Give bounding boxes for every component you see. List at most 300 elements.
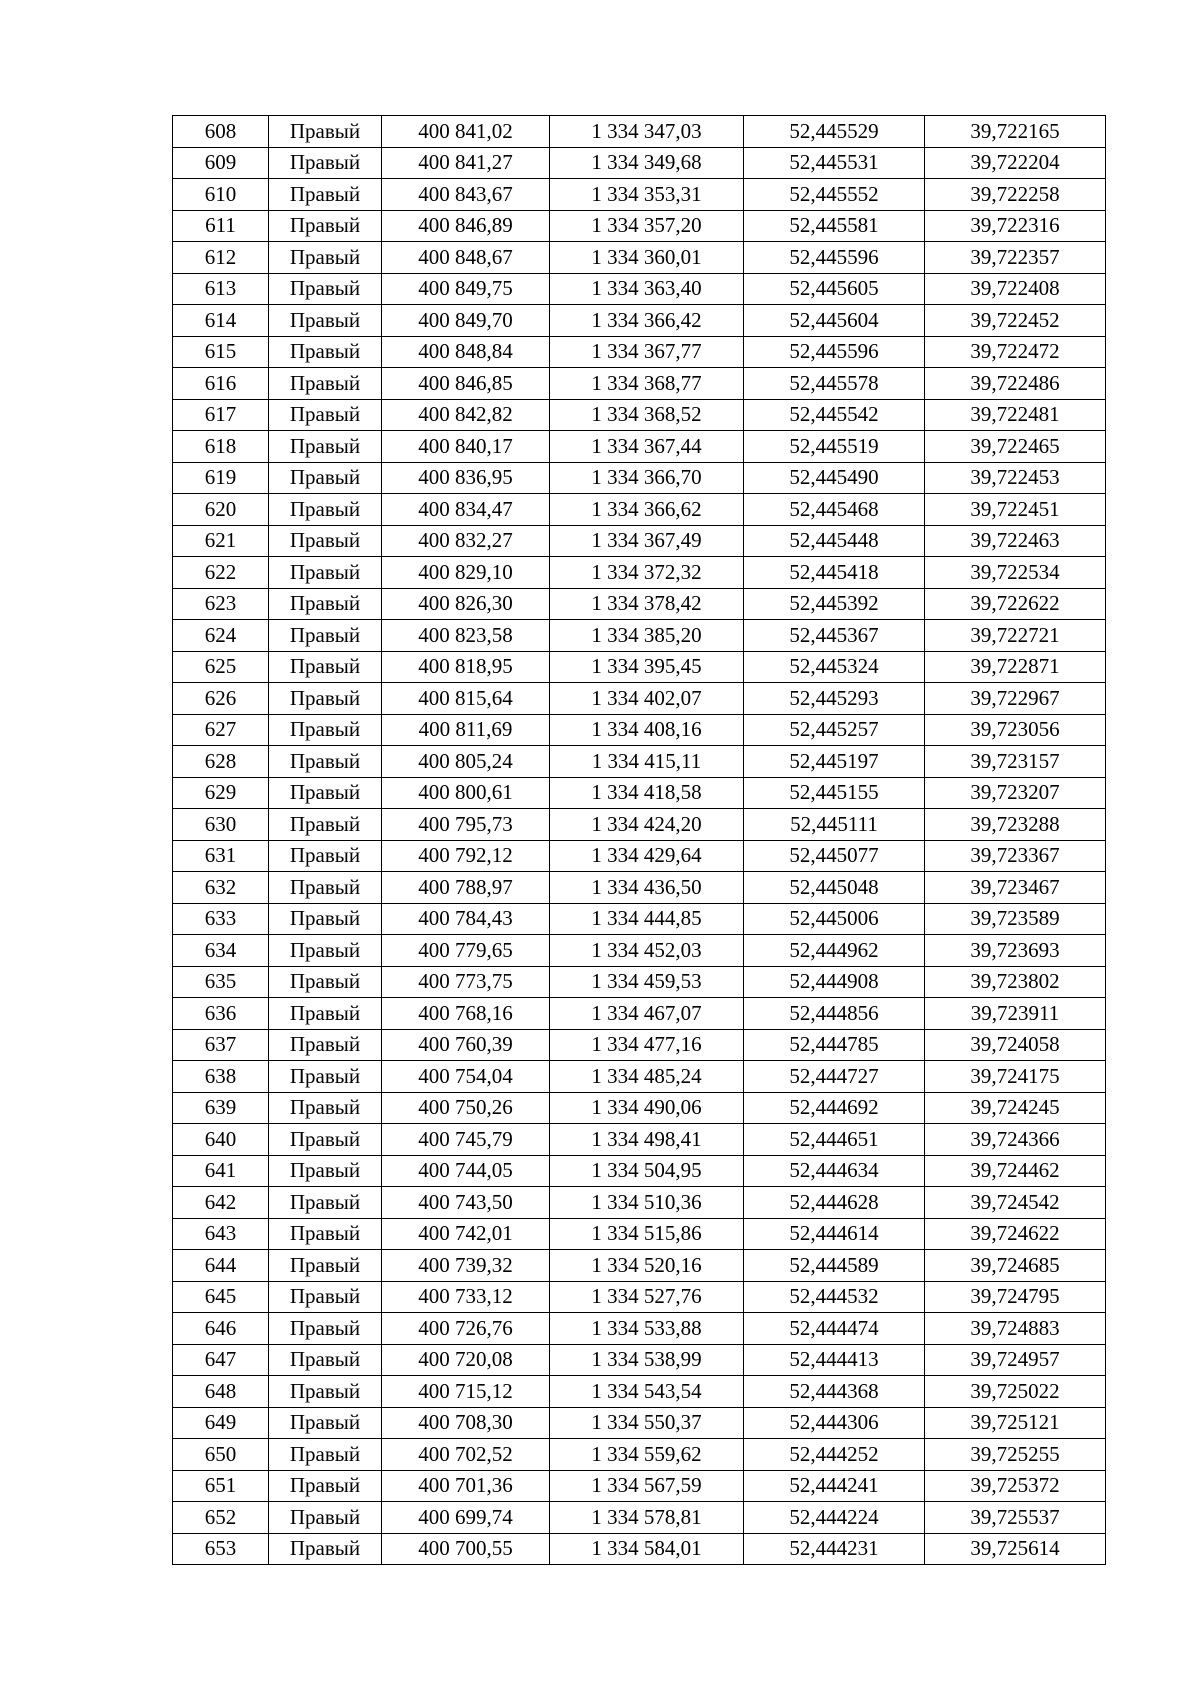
table-row: [173, 273, 1106, 305]
side-cell: Правый: [269, 399, 382, 431]
x-coordinate-cell: 400 811,69: [382, 714, 550, 746]
longitude-cell: 39,722452: [925, 305, 1106, 337]
longitude-cell: 39,722316: [925, 210, 1106, 242]
table-row: [173, 588, 1106, 620]
table-row: [173, 210, 1106, 242]
longitude-cell: 39,722357: [925, 242, 1106, 274]
x-coordinate-cell: 400 849,75: [382, 273, 550, 305]
table-row: [173, 1281, 1106, 1313]
point-number-cell: 640: [173, 1124, 269, 1156]
table-row: [173, 998, 1106, 1030]
latitude-cell: 52,445596: [744, 336, 925, 368]
x-coordinate-cell: 400 840,17: [382, 431, 550, 463]
longitude-cell: 39,722481: [925, 399, 1106, 431]
longitude-cell: 39,724175: [925, 1061, 1106, 1093]
side-cell: Правый: [269, 935, 382, 967]
y-coordinate-cell: 1 334 559,62: [550, 1439, 744, 1471]
table-row: [173, 809, 1106, 841]
longitude-cell: 39,725372: [925, 1470, 1106, 1502]
y-coordinate-cell: 1 334 353,31: [550, 179, 744, 211]
point-number-cell: 644: [173, 1250, 269, 1282]
point-number-cell: 653: [173, 1533, 269, 1565]
side-cell: Правый: [269, 1155, 382, 1187]
y-coordinate-cell: 1 334 538,99: [550, 1344, 744, 1376]
point-number-cell: 608: [173, 116, 269, 148]
y-coordinate-cell: 1 334 510,36: [550, 1187, 744, 1219]
latitude-cell: 52,445490: [744, 462, 925, 494]
side-cell: Правый: [269, 557, 382, 589]
longitude-cell: 39,724957: [925, 1344, 1106, 1376]
point-number-cell: 609: [173, 147, 269, 179]
y-coordinate-cell: 1 334 567,59: [550, 1470, 744, 1502]
point-number-cell: 632: [173, 872, 269, 904]
longitude-cell: 39,722453: [925, 462, 1106, 494]
point-number-cell: 627: [173, 714, 269, 746]
y-coordinate-cell: 1 334 368,52: [550, 399, 744, 431]
y-coordinate-cell: 1 334 357,20: [550, 210, 744, 242]
side-cell: Правый: [269, 242, 382, 274]
x-coordinate-cell: 400 743,50: [382, 1187, 550, 1219]
x-coordinate-cell: 400 843,67: [382, 179, 550, 211]
latitude-cell: 52,444413: [744, 1344, 925, 1376]
point-number-cell: 619: [173, 462, 269, 494]
longitude-cell: 39,723802: [925, 966, 1106, 998]
longitude-cell: 39,723467: [925, 872, 1106, 904]
table-row: [173, 903, 1106, 935]
table-row: [173, 840, 1106, 872]
side-cell: Правый: [269, 1407, 382, 1439]
point-number-cell: 650: [173, 1439, 269, 1471]
point-number-cell: 629: [173, 777, 269, 809]
longitude-cell: 39,723367: [925, 840, 1106, 872]
y-coordinate-cell: 1 334 367,44: [550, 431, 744, 463]
y-coordinate-cell: 1 334 467,07: [550, 998, 744, 1030]
table-row: [173, 1344, 1106, 1376]
point-number-cell: 625: [173, 651, 269, 683]
y-coordinate-cell: 1 334 504,95: [550, 1155, 744, 1187]
longitude-cell: 39,723207: [925, 777, 1106, 809]
x-coordinate-cell: 400 815,64: [382, 683, 550, 715]
side-cell: Правый: [269, 1502, 382, 1534]
side-cell: Правый: [269, 1029, 382, 1061]
point-number-cell: 638: [173, 1061, 269, 1093]
x-coordinate-cell: 400 754,04: [382, 1061, 550, 1093]
table-row: [173, 1376, 1106, 1408]
longitude-cell: 39,723911: [925, 998, 1106, 1030]
table-row: [173, 935, 1106, 967]
latitude-cell: 52,444628: [744, 1187, 925, 1219]
point-number-cell: 626: [173, 683, 269, 715]
side-cell: Правый: [269, 588, 382, 620]
y-coordinate-cell: 1 334 402,07: [550, 683, 744, 715]
side-cell: Правый: [269, 1313, 382, 1345]
y-coordinate-cell: 1 334 578,81: [550, 1502, 744, 1534]
side-cell: Правый: [269, 1250, 382, 1282]
latitude-cell: 52,444474: [744, 1313, 925, 1345]
side-cell: Правый: [269, 872, 382, 904]
latitude-cell: 52,444692: [744, 1092, 925, 1124]
y-coordinate-cell: 1 334 452,03: [550, 935, 744, 967]
table-row: [173, 462, 1106, 494]
point-number-cell: 620: [173, 494, 269, 526]
table-row: [173, 116, 1106, 148]
latitude-cell: 52,445542: [744, 399, 925, 431]
longitude-cell: 39,723288: [925, 809, 1106, 841]
x-coordinate-cell: 400 836,95: [382, 462, 550, 494]
point-number-cell: 631: [173, 840, 269, 872]
x-coordinate-cell: 400 841,02: [382, 116, 550, 148]
x-coordinate-cell: 400 849,70: [382, 305, 550, 337]
x-coordinate-cell: 400 742,01: [382, 1218, 550, 1250]
x-coordinate-cell: 400 750,26: [382, 1092, 550, 1124]
y-coordinate-cell: 1 334 429,64: [550, 840, 744, 872]
point-number-cell: 612: [173, 242, 269, 274]
y-coordinate-cell: 1 334 408,16: [550, 714, 744, 746]
latitude-cell: 52,444651: [744, 1124, 925, 1156]
point-number-cell: 643: [173, 1218, 269, 1250]
point-number-cell: 622: [173, 557, 269, 589]
side-cell: Правый: [269, 1061, 382, 1093]
latitude-cell: 52,444532: [744, 1281, 925, 1313]
y-coordinate-cell: 1 334 543,54: [550, 1376, 744, 1408]
side-cell: Правый: [269, 1533, 382, 1565]
latitude-cell: 52,445367: [744, 620, 925, 652]
latitude-cell: 52,445324: [744, 651, 925, 683]
longitude-cell: 39,722871: [925, 651, 1106, 683]
table-row: [173, 1470, 1106, 1502]
y-coordinate-cell: 1 334 498,41: [550, 1124, 744, 1156]
latitude-cell: 52,444306: [744, 1407, 925, 1439]
side-cell: Правый: [269, 683, 382, 715]
side-cell: Правый: [269, 1344, 382, 1376]
point-number-cell: 652: [173, 1502, 269, 1534]
y-coordinate-cell: 1 334 415,11: [550, 746, 744, 778]
y-coordinate-cell: 1 334 533,88: [550, 1313, 744, 1345]
longitude-cell: 39,724795: [925, 1281, 1106, 1313]
latitude-cell: 52,444908: [744, 966, 925, 998]
y-coordinate-cell: 1 334 360,01: [550, 242, 744, 274]
side-cell: Правый: [269, 116, 382, 148]
side-cell: Правый: [269, 1470, 382, 1502]
x-coordinate-cell: 400 773,75: [382, 966, 550, 998]
latitude-cell: 52,445293: [744, 683, 925, 715]
longitude-cell: 39,722486: [925, 368, 1106, 400]
longitude-cell: 39,722258: [925, 179, 1106, 211]
longitude-cell: 39,723157: [925, 746, 1106, 778]
x-coordinate-cell: 400 701,36: [382, 1470, 550, 1502]
y-coordinate-cell: 1 334 366,70: [550, 462, 744, 494]
table-row: [173, 1124, 1106, 1156]
side-cell: Правый: [269, 462, 382, 494]
latitude-cell: 52,444224: [744, 1502, 925, 1534]
x-coordinate-cell: 400 726,76: [382, 1313, 550, 1345]
longitude-cell: 39,724883: [925, 1313, 1106, 1345]
longitude-cell: 39,724542: [925, 1187, 1106, 1219]
point-number-cell: 649: [173, 1407, 269, 1439]
table-row: [173, 1313, 1106, 1345]
coordinates-table-body: [173, 116, 1106, 1565]
table-row: [173, 1218, 1106, 1250]
x-coordinate-cell: 400 800,61: [382, 777, 550, 809]
y-coordinate-cell: 1 334 366,62: [550, 494, 744, 526]
point-number-cell: 635: [173, 966, 269, 998]
longitude-cell: 39,722534: [925, 557, 1106, 589]
point-number-cell: 639: [173, 1092, 269, 1124]
x-coordinate-cell: 400 739,32: [382, 1250, 550, 1282]
latitude-cell: 52,445552: [744, 179, 925, 211]
table-row: [173, 1407, 1106, 1439]
x-coordinate-cell: 400 702,52: [382, 1439, 550, 1471]
y-coordinate-cell: 1 334 459,53: [550, 966, 744, 998]
x-coordinate-cell: 400 842,82: [382, 399, 550, 431]
point-number-cell: 621: [173, 525, 269, 557]
x-coordinate-cell: 400 699,74: [382, 1502, 550, 1534]
y-coordinate-cell: 1 334 366,42: [550, 305, 744, 337]
table-row: [173, 1533, 1106, 1565]
point-number-cell: 613: [173, 273, 269, 305]
y-coordinate-cell: 1 334 368,77: [550, 368, 744, 400]
y-coordinate-cell: 1 334 515,86: [550, 1218, 744, 1250]
longitude-cell: 39,725121: [925, 1407, 1106, 1439]
longitude-cell: 39,724058: [925, 1029, 1106, 1061]
side-cell: Правый: [269, 273, 382, 305]
longitude-cell: 39,724245: [925, 1092, 1106, 1124]
latitude-cell: 52,444589: [744, 1250, 925, 1282]
latitude-cell: 52,444727: [744, 1061, 925, 1093]
side-cell: Правый: [269, 1376, 382, 1408]
table-row: [173, 1250, 1106, 1282]
latitude-cell: 52,445604: [744, 305, 925, 337]
y-coordinate-cell: 1 334 349,68: [550, 147, 744, 179]
side-cell: Правый: [269, 1187, 382, 1219]
x-coordinate-cell: 400 846,89: [382, 210, 550, 242]
x-coordinate-cell: 400 715,12: [382, 1376, 550, 1408]
latitude-cell: 52,444241: [744, 1470, 925, 1502]
side-cell: Правый: [269, 1439, 382, 1471]
longitude-cell: 39,725255: [925, 1439, 1106, 1471]
point-number-cell: 623: [173, 588, 269, 620]
latitude-cell: 52,444856: [744, 998, 925, 1030]
point-number-cell: 636: [173, 998, 269, 1030]
y-coordinate-cell: 1 334 436,50: [550, 872, 744, 904]
latitude-cell: 52,445448: [744, 525, 925, 557]
table-row: [173, 966, 1106, 998]
latitude-cell: 52,445596: [744, 242, 925, 274]
longitude-cell: 39,722463: [925, 525, 1106, 557]
point-number-cell: 618: [173, 431, 269, 463]
table-row: [173, 1187, 1106, 1219]
table-row: [173, 1502, 1106, 1534]
x-coordinate-cell: 400 788,97: [382, 872, 550, 904]
latitude-cell: 52,445048: [744, 872, 925, 904]
longitude-cell: 39,724462: [925, 1155, 1106, 1187]
side-cell: Правый: [269, 336, 382, 368]
point-number-cell: 628: [173, 746, 269, 778]
latitude-cell: 52,445392: [744, 588, 925, 620]
longitude-cell: 39,722967: [925, 683, 1106, 715]
table-row: [173, 431, 1106, 463]
table-row: [173, 525, 1106, 557]
side-cell: Правый: [269, 1281, 382, 1313]
x-coordinate-cell: 400 805,24: [382, 746, 550, 778]
y-coordinate-cell: 1 334 372,32: [550, 557, 744, 589]
longitude-cell: 39,723589: [925, 903, 1106, 935]
latitude-cell: 52,445155: [744, 777, 925, 809]
y-coordinate-cell: 1 334 367,49: [550, 525, 744, 557]
x-coordinate-cell: 400 846,85: [382, 368, 550, 400]
table-row: [173, 683, 1106, 715]
side-cell: Правый: [269, 305, 382, 337]
y-coordinate-cell: 1 334 527,76: [550, 1281, 744, 1313]
x-coordinate-cell: 400 795,73: [382, 809, 550, 841]
longitude-cell: 39,722408: [925, 273, 1106, 305]
table-row: [173, 1061, 1106, 1093]
table-row: [173, 1029, 1106, 1061]
table-row: [173, 368, 1106, 400]
latitude-cell: 52,444614: [744, 1218, 925, 1250]
x-coordinate-cell: 400 823,58: [382, 620, 550, 652]
x-coordinate-cell: 400 733,12: [382, 1281, 550, 1313]
y-coordinate-cell: 1 334 490,06: [550, 1092, 744, 1124]
y-coordinate-cell: 1 334 347,03: [550, 116, 744, 148]
x-coordinate-cell: 400 832,27: [382, 525, 550, 557]
y-coordinate-cell: 1 334 584,01: [550, 1533, 744, 1565]
x-coordinate-cell: 400 720,08: [382, 1344, 550, 1376]
table-row: [173, 777, 1106, 809]
latitude-cell: 52,445529: [744, 116, 925, 148]
latitude-cell: 52,444231: [744, 1533, 925, 1565]
longitude-cell: 39,722472: [925, 336, 1106, 368]
point-number-cell: 637: [173, 1029, 269, 1061]
table-row: [173, 1439, 1106, 1471]
point-number-cell: 630: [173, 809, 269, 841]
x-coordinate-cell: 400 818,95: [382, 651, 550, 683]
side-cell: Правый: [269, 714, 382, 746]
longitude-cell: 39,722721: [925, 620, 1106, 652]
table-row: [173, 1092, 1106, 1124]
longitude-cell: 39,724622: [925, 1218, 1106, 1250]
point-number-cell: 615: [173, 336, 269, 368]
x-coordinate-cell: 400 841,27: [382, 147, 550, 179]
latitude-cell: 52,445111: [744, 809, 925, 841]
y-coordinate-cell: 1 334 485,24: [550, 1061, 744, 1093]
latitude-cell: 52,445605: [744, 273, 925, 305]
side-cell: Правый: [269, 1218, 382, 1250]
side-cell: Правый: [269, 903, 382, 935]
latitude-cell: 52,444785: [744, 1029, 925, 1061]
side-cell: Правый: [269, 368, 382, 400]
y-coordinate-cell: 1 334 395,45: [550, 651, 744, 683]
table-row: [173, 1155, 1106, 1187]
longitude-cell: 39,722165: [925, 116, 1106, 148]
latitude-cell: 52,444962: [744, 935, 925, 967]
table-row: [173, 147, 1106, 179]
y-coordinate-cell: 1 334 418,58: [550, 777, 744, 809]
latitude-cell: 52,445006: [744, 903, 925, 935]
point-number-cell: 642: [173, 1187, 269, 1219]
table-row: [173, 872, 1106, 904]
point-number-cell: 645: [173, 1281, 269, 1313]
table-row: [173, 620, 1106, 652]
side-cell: Правый: [269, 809, 382, 841]
point-number-cell: 611: [173, 210, 269, 242]
y-coordinate-cell: 1 334 444,85: [550, 903, 744, 935]
x-coordinate-cell: 400 708,30: [382, 1407, 550, 1439]
x-coordinate-cell: 400 848,84: [382, 336, 550, 368]
point-number-cell: 646: [173, 1313, 269, 1345]
coordinates-table: [172, 115, 1106, 1565]
table-row: [173, 746, 1106, 778]
side-cell: Правый: [269, 746, 382, 778]
y-coordinate-cell: 1 334 550,37: [550, 1407, 744, 1439]
y-coordinate-cell: 1 334 520,16: [550, 1250, 744, 1282]
side-cell: Правый: [269, 998, 382, 1030]
longitude-cell: 39,722451: [925, 494, 1106, 526]
table-row: [173, 494, 1106, 526]
latitude-cell: 52,445418: [744, 557, 925, 589]
latitude-cell: 52,445257: [744, 714, 925, 746]
x-coordinate-cell: 400 834,47: [382, 494, 550, 526]
latitude-cell: 52,445077: [744, 840, 925, 872]
point-number-cell: 624: [173, 620, 269, 652]
x-coordinate-cell: 400 826,30: [382, 588, 550, 620]
longitude-cell: 39,722622: [925, 588, 1106, 620]
x-coordinate-cell: 400 700,55: [382, 1533, 550, 1565]
x-coordinate-cell: 400 768,16: [382, 998, 550, 1030]
table-row: [173, 714, 1106, 746]
longitude-cell: 39,723693: [925, 935, 1106, 967]
longitude-cell: 39,725614: [925, 1533, 1106, 1565]
latitude-cell: 52,445197: [744, 746, 925, 778]
latitude-cell: 52,445519: [744, 431, 925, 463]
side-cell: Правый: [269, 777, 382, 809]
longitude-cell: 39,724366: [925, 1124, 1106, 1156]
x-coordinate-cell: 400 745,79: [382, 1124, 550, 1156]
table-row: [173, 399, 1106, 431]
y-coordinate-cell: 1 334 367,77: [550, 336, 744, 368]
y-coordinate-cell: 1 334 363,40: [550, 273, 744, 305]
latitude-cell: 52,444368: [744, 1376, 925, 1408]
side-cell: Правый: [269, 1124, 382, 1156]
latitude-cell: 52,444634: [744, 1155, 925, 1187]
point-number-cell: 647: [173, 1344, 269, 1376]
x-coordinate-cell: 400 848,67: [382, 242, 550, 274]
side-cell: Правый: [269, 651, 382, 683]
y-coordinate-cell: 1 334 477,16: [550, 1029, 744, 1061]
longitude-cell: 39,724685: [925, 1250, 1106, 1282]
side-cell: Правый: [269, 620, 382, 652]
x-coordinate-cell: 400 744,05: [382, 1155, 550, 1187]
point-number-cell: 614: [173, 305, 269, 337]
longitude-cell: 39,723056: [925, 714, 1106, 746]
table-row: [173, 557, 1106, 589]
longitude-cell: 39,722465: [925, 431, 1106, 463]
table-row: [173, 336, 1106, 368]
side-cell: Правый: [269, 494, 382, 526]
table-row: [173, 305, 1106, 337]
side-cell: Правый: [269, 179, 382, 211]
longitude-cell: 39,722204: [925, 147, 1106, 179]
latitude-cell: 52,445581: [744, 210, 925, 242]
side-cell: Правый: [269, 525, 382, 557]
latitude-cell: 52,445578: [744, 368, 925, 400]
side-cell: Правый: [269, 431, 382, 463]
x-coordinate-cell: 400 760,39: [382, 1029, 550, 1061]
table-row: [173, 651, 1106, 683]
side-cell: Правый: [269, 1092, 382, 1124]
table-row: [173, 242, 1106, 274]
y-coordinate-cell: 1 334 378,42: [550, 588, 744, 620]
